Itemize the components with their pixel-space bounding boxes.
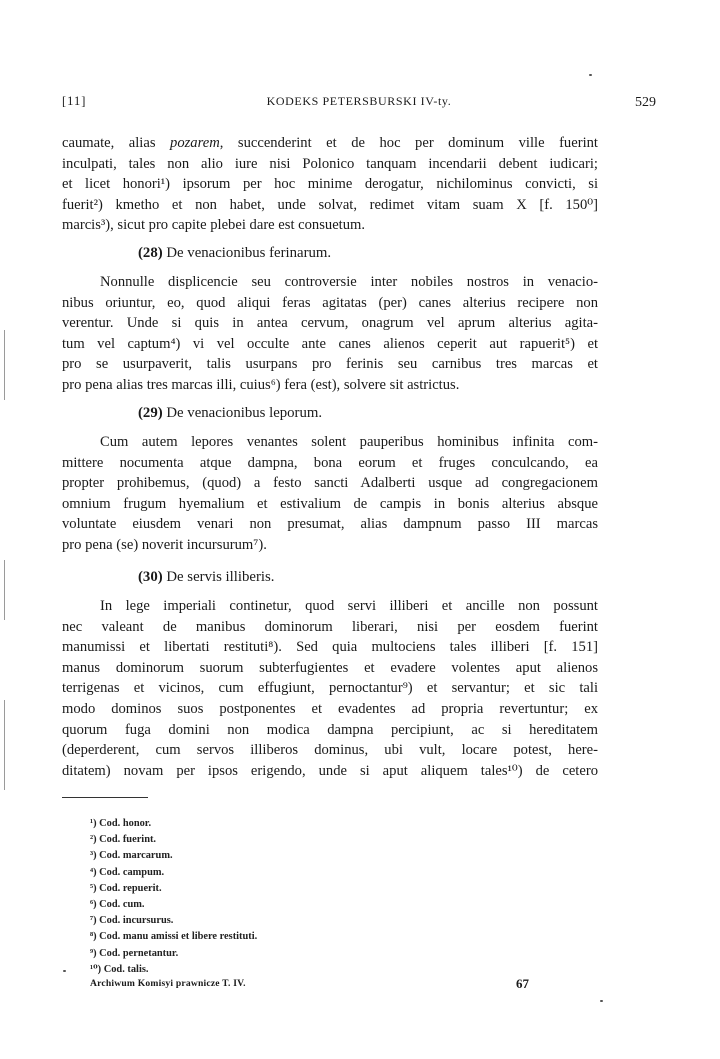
text-line: In lege imperiali continetur, quod servi illiberi et ancille non possunt xyxy=(100,598,598,614)
text-line: (deperderent, cum servos illiberos dominus, ubi vult, locare potest, here- xyxy=(62,742,598,759)
footnote: ¹) Cod. honor. xyxy=(90,818,152,829)
text-line: ditatem) novam per ipsos erigendo, unde si aput aliquem tales¹⁰) de cetero xyxy=(62,762,598,779)
text-line: nibus oriuntur, eo, quod aliqui feras agitatas (per) canes alterius recipere non xyxy=(62,294,598,311)
footer-title: Archiwum Komisyi prawnicze T. IV. xyxy=(90,978,246,989)
footnote: ²) Cod. fuerint. xyxy=(90,834,157,846)
text-line: pro pena alias tres marcas illi, cuius⁶) fera (est), solvere sit astrictus. xyxy=(62,376,460,393)
text-line: terrigenas et vicinos, cum effugiunt, pernoctantur⁹) et servantur; et sic tali xyxy=(62,680,598,697)
scan-edge-mark xyxy=(4,560,5,620)
section-number: (29) xyxy=(138,405,163,421)
text-line: mittere nocumenta atque dampna, bona eorum et fruges conculcando, ea xyxy=(62,454,598,471)
text-line: verentur. Unde si quis in antea cervum, onagrum vel aprum alterius agita- xyxy=(62,315,598,332)
page-number: 529 xyxy=(635,95,656,110)
text-line: manus dominorum suorum subterfugientes et evadere volentes aput alienos xyxy=(62,659,598,676)
text-line: pro pena (se) noverit incursurum⁷). xyxy=(62,536,267,553)
section-title: De venacionibus ferinarum. xyxy=(166,245,332,261)
paragraph xyxy=(62,272,598,396)
paragraph xyxy=(62,596,598,781)
text-line: caumate, alias pozarem, succenderint et de hoc per dominum ville fuerint xyxy=(62,135,598,151)
text-line: voluntate eiusdem venari non presumat, alias dampnum passo III marcas xyxy=(62,516,598,533)
text-line: modo dominos suos postponentes et evadentes ad propria revertuntur; ex xyxy=(62,700,598,717)
section-marker: [11] xyxy=(62,94,87,108)
paragraph xyxy=(62,133,598,236)
paragraph xyxy=(62,432,598,556)
signature-mark: 67 xyxy=(516,976,529,991)
footnote: ¹⁰) Cod. talis. xyxy=(90,963,149,975)
footnotes xyxy=(90,816,257,978)
scan-speck xyxy=(63,970,66,972)
text-line: Cum autem lepores venantes solent pauperibus hominibus infinita com- xyxy=(100,434,598,450)
text-line: et licet honori¹) ipsorum per hoc minime derogatur, nichilominus convicti, si xyxy=(62,176,598,193)
footnote: ⁹) Cod. pernetantur. xyxy=(90,947,179,959)
section-heading xyxy=(138,405,322,422)
section-heading xyxy=(138,569,274,586)
footnote: ⁶) Cod. cum. xyxy=(90,899,145,911)
text-line: propter prohibemus, (quod) a festo sancti Adalberti usque ad congregacionem xyxy=(62,475,598,492)
footnote: ⁷) Cod. incursurus. xyxy=(90,915,174,927)
text-line: fuerit²) kmetho et non habet, unde solvat, redimet vitam suam X [f. 150⁰] xyxy=(62,196,598,213)
section-title: De venacionibus leporum. xyxy=(166,405,323,421)
section-title: De servis illiberis. xyxy=(166,569,275,585)
text-line: Nonnulle displicencie seu controversie inter nobiles nostros in venacio- xyxy=(100,274,598,290)
section-number: (30) xyxy=(138,569,163,585)
text-line: omnium frugum hyemalium et estivalium de campis in bonis alterius absque xyxy=(62,495,598,512)
section-heading xyxy=(138,245,331,262)
running-header xyxy=(62,94,656,114)
scan-edge-mark xyxy=(4,330,5,400)
scan-speck xyxy=(600,1000,603,1002)
text-line: tum vel captum⁴) vi vel occulte ante canes alienos ceperit aut rapuerit⁵) et xyxy=(62,335,598,352)
text-line: quorum fuga domini non modica dampna percipiunt, ac si hereditatem xyxy=(62,721,598,738)
running-title: KODEKS PETERSBURSKI IV-ty. xyxy=(266,94,452,108)
text-line: pro se usurpaverit, talis usurpans pro ferinis seu carnibus tres marcas et xyxy=(62,356,598,373)
footnote: ⁴) Cod. campum. xyxy=(90,866,165,878)
footnote-separator xyxy=(62,797,148,798)
scan-edge-mark xyxy=(4,700,5,790)
scan-speck xyxy=(589,74,592,76)
text-line: manumissi et libertati restituti⁸). Sed quia multociens tales illiberi [f. 151] xyxy=(62,639,598,656)
text-line: marcis³), sicut pro capite plebei dare est consuetum. xyxy=(62,217,366,234)
footnote: ⁸) Cod. manu amissi et libere restituti. xyxy=(90,931,258,943)
text-line: inculpati, tales non alio iure nisi Polonico tanquam incendarii debent iudicari; xyxy=(62,155,598,172)
footnote: ⁵) Cod. repuerit. xyxy=(90,882,162,894)
text-line: nec valeant de manibus dominorum liberari, nisi per eosdem fuerint xyxy=(62,618,598,635)
footnote: ³) Cod. marcarum. xyxy=(90,850,173,862)
section-number: (28) xyxy=(138,245,163,261)
